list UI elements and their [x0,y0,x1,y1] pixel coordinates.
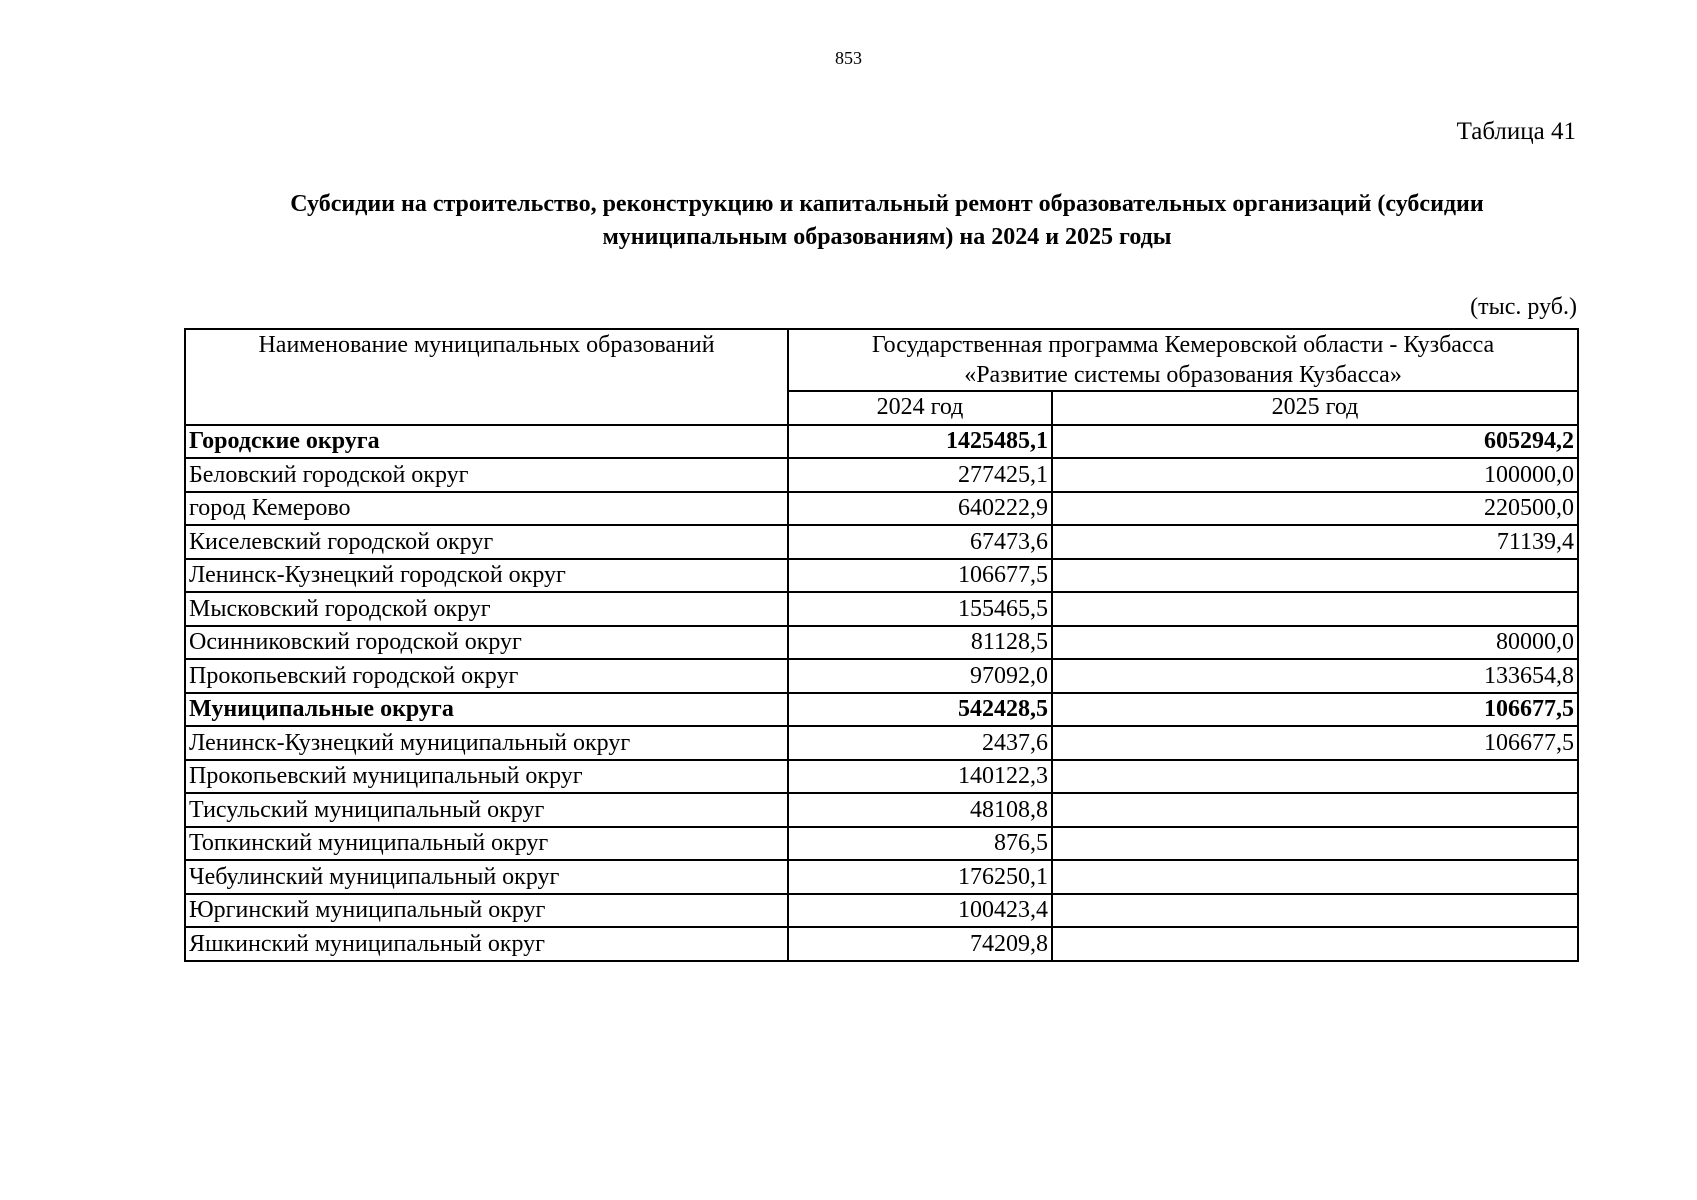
table-row [185,894,1578,928]
row-value-2025 [1052,860,1578,894]
table-row [185,492,1578,526]
row-value-2025 [1052,827,1578,861]
row-value-2025 [1052,793,1578,827]
table-row [185,760,1578,794]
row-value-2025: 71139,4 [1052,525,1578,559]
row-name: Ленинск-Кузнецкий муниципальный округ [185,726,788,760]
row-name: город Кемерово [185,492,788,526]
row-value-2024: 106677,5 [788,559,1052,593]
row-value-2025 [1052,927,1578,961]
table-header-row [185,329,1578,391]
row-name: Муниципальные округа [185,693,788,727]
row-name: Ленинск-Кузнецкий городской округ [185,559,788,593]
row-name: Яшкинский муниципальный округ [185,927,788,961]
header-program-line-2: «Развитие системы образования Кузбасса» [964,362,1402,388]
row-value-2025: 605294,2 [1052,425,1578,459]
table-label: Таблица 41 [1456,118,1576,145]
row-value-2024: 97092,0 [788,659,1052,693]
row-name: Юргинский муниципальный округ [185,894,788,928]
table-row [185,626,1578,660]
row-value-2025: 106677,5 [1052,726,1578,760]
row-value-2024: 542428,5 [788,693,1052,727]
header-municipality-name: Наименование муниципальных образований [185,329,788,425]
row-value-2024: 81128,5 [788,626,1052,660]
table-row-group [185,693,1578,727]
row-value-2024: 1425485,1 [788,425,1052,459]
row-value-2025 [1052,592,1578,626]
row-name: Осинниковский городской округ [185,626,788,660]
table-row-group [185,425,1578,459]
table-row [185,525,1578,559]
row-name: Киселевский городской округ [185,525,788,559]
table-row [185,458,1578,492]
row-name: Тисульский муниципальный округ [185,793,788,827]
row-name: Беловский городской округ [185,458,788,492]
row-value-2024: 140122,3 [788,760,1052,794]
row-value-2025: 106677,5 [1052,693,1578,727]
row-value-2025 [1052,559,1578,593]
table-row [185,726,1578,760]
row-value-2025: 220500,0 [1052,492,1578,526]
table-row [185,592,1578,626]
row-name: Прокопьевский городской округ [185,659,788,693]
row-value-2025: 100000,0 [1052,458,1578,492]
header-program [788,329,1578,391]
row-value-2025: 80000,0 [1052,626,1578,660]
row-value-2024: 74209,8 [788,927,1052,961]
row-value-2025 [1052,894,1578,928]
row-value-2025: 133654,8 [1052,659,1578,693]
row-value-2024: 100423,4 [788,894,1052,928]
table-row [185,659,1578,693]
row-value-2024: 155465,5 [788,592,1052,626]
row-name: Мысковский городской округ [185,592,788,626]
row-name: Чебулинский муниципальный округ [185,860,788,894]
row-value-2024: 2437,6 [788,726,1052,760]
header-program-line-1: Государственная программа Кемеровской области - Кузбасса [871,332,1495,358]
table-row [185,559,1578,593]
document-title-line-1: Субсидии на строительство, реконструкцию и капитальный ремонт образовательных организаций (субсидии [290,191,1484,217]
row-value-2024: 640222,9 [788,492,1052,526]
row-value-2024: 67473,6 [788,525,1052,559]
table-row [185,860,1578,894]
row-name: Топкинский муниципальный округ [185,827,788,861]
row-value-2024: 176250,1 [788,860,1052,894]
table-row [185,827,1578,861]
table-row [185,793,1578,827]
row-value-2024: 48108,8 [788,793,1052,827]
units-label: (тыс. руб.) [1470,294,1577,320]
document-title [190,188,1584,254]
row-name: Городские округа [185,425,788,459]
header-year-2025: 2025 год [1052,391,1578,425]
row-value-2025 [1052,760,1578,794]
page-number: 853 [835,48,862,68]
document-title-line-2: муниципальным образованиям) на 2024 и 2025 годы [602,224,1172,250]
subsidies-table [184,328,1579,962]
row-value-2024: 277425,1 [788,458,1052,492]
table-row [185,927,1578,961]
row-value-2024: 876,5 [788,827,1052,861]
row-name: Прокопьевский муниципальный округ [185,760,788,794]
header-year-2024: 2024 год [788,391,1052,425]
